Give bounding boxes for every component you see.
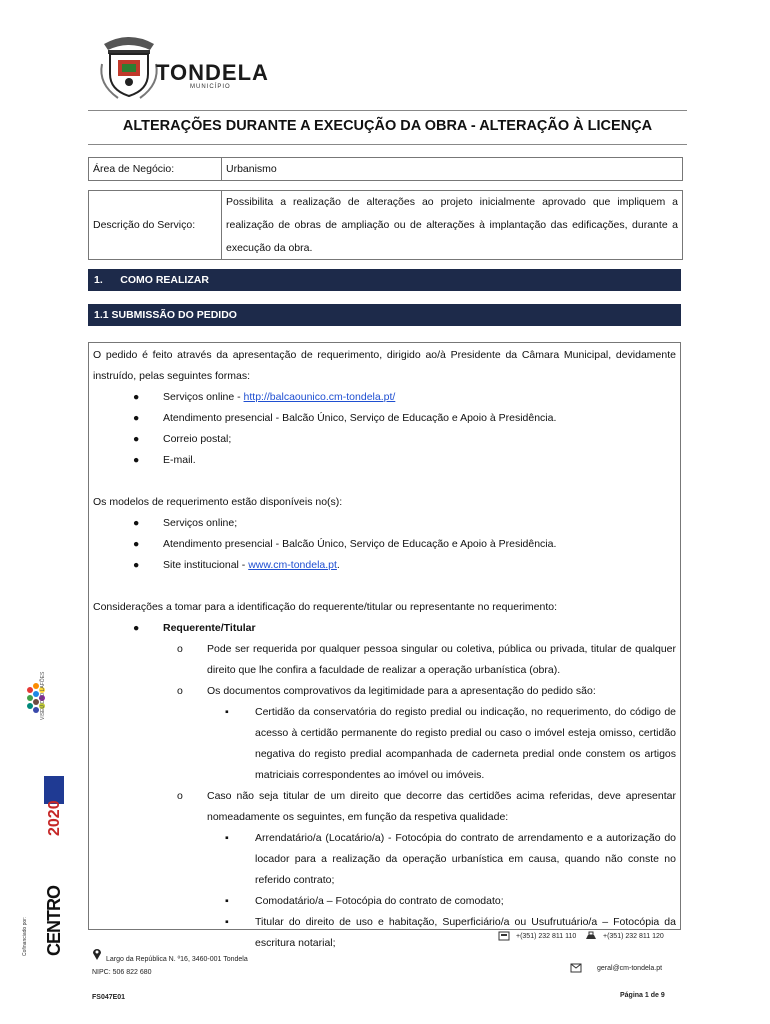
list-item-text: Titular do direito de uso e habitação, Superficiário/a ou Usufrutuário/a – Fotocópia da escritura notarial; xyxy=(255,916,676,949)
brand-subtitle: MUNICÍPIO xyxy=(190,84,231,90)
list-item xyxy=(93,408,676,429)
bullet-icon: ● xyxy=(133,559,140,571)
list-item xyxy=(93,681,676,702)
list-item-text: E-mail. xyxy=(163,454,196,466)
address: Largo da República N. º16, 3460-001 Tondela xyxy=(106,956,248,963)
bullet-icon: ● xyxy=(133,517,140,529)
bullet-icon: ● xyxy=(133,622,140,634)
list-item xyxy=(93,429,676,450)
square-bullet-icon: ▪ xyxy=(225,895,229,907)
form-code: FS047E01 xyxy=(92,994,126,1001)
square-bullet-icon: ▪ xyxy=(225,706,229,718)
phone-number: +(351) 232 811 110 xyxy=(516,933,577,940)
list-item-text: Serviços online - xyxy=(163,391,244,403)
title-divider xyxy=(88,144,687,145)
list-item-heading: Requerente/Titular xyxy=(163,622,256,634)
fax-number: +(351) 232 811 120 xyxy=(603,933,664,940)
section-title: 1. COMO REALIZAR xyxy=(94,274,209,286)
email-address[interactable]: geral@cm-tondela.pt xyxy=(597,965,663,972)
circle-bullet-icon: o xyxy=(177,685,183,697)
list-item-text: Comodatário/a – Fotocópia do contrato de comodato; xyxy=(255,895,504,907)
list-item xyxy=(93,450,676,471)
list-item-text: Os documentos comprovativos da legitimidade para a apresentação do pedido são: xyxy=(207,685,596,697)
bullet-icon: ● xyxy=(133,454,140,466)
business-area-label: Área de Negócio: xyxy=(89,158,222,180)
list-item-text: Pode ser requerida por qualquer pessoa singular ou coletiva, pública ou privada, titular de qualquer direito que lhe confira a faculdade de realizar a operação urbanística (obra). xyxy=(207,643,676,676)
location-pin-icon xyxy=(92,947,102,961)
portugal-2020-logo: 2020 xyxy=(46,800,63,836)
document-title: ALTERAÇÕES DURANTE A EXECUÇÃO DA OBRA - ALTERAÇÃO À LICENÇA xyxy=(122,118,653,134)
circle-bullet-icon: o xyxy=(177,790,183,802)
business-area-row xyxy=(88,157,683,181)
phone-icon xyxy=(498,931,510,941)
section-submissao-pedido xyxy=(88,304,681,326)
service-description-label: Descrição do Serviço: xyxy=(89,191,222,259)
bullet-icon: ● xyxy=(133,412,140,424)
list-item-text: Site institucional - xyxy=(163,559,249,571)
fax-icon xyxy=(585,931,597,941)
bullet-icon: ● xyxy=(133,538,140,550)
bullet-icon: ● xyxy=(133,433,140,445)
list-item xyxy=(93,555,676,576)
tondela-crest-icon xyxy=(98,34,160,100)
page-number: Página 1 de 9 xyxy=(620,992,665,999)
service-description-value: Possibilita a realização de alterações ao projeto inicialmente aprovado que impliquem a realização de obras de ampliação ou de alterações à implantação das edificações, durante a execução da obra. xyxy=(226,195,678,254)
models-paragraph: Os modelos de requerimento estão disponíveis no(s): xyxy=(93,496,343,508)
list-item xyxy=(93,387,676,408)
intro-paragraph: O pedido é feito através da apresentação de requerimento, dirigido ao/à Presidente da Câmara Municipal, devidamente instruído, pelas seguintes formas: xyxy=(93,349,676,382)
centro-2020-logo: CENTRO xyxy=(44,886,64,956)
nipc: NIPC: 506 822 680 xyxy=(92,969,152,976)
list-item xyxy=(93,891,676,912)
list-item-text: Certidão da conservatória do registo predial ou indicação, no requerimento, do código de acesso à certidão permanente do registo predial ou caso o imóvel esteja omisso, certidão negativa do registo predial acompanhada de caderneta predial onde constem os artigos matriciais correspondentes ao imóvel ou imóveis. xyxy=(255,706,676,781)
list-item-text: Serviços online; xyxy=(163,517,238,529)
list-item xyxy=(93,534,676,555)
circle-bullet-icon: o xyxy=(177,643,183,655)
consideracoes-paragraph: Considerações a tomar para a identificação do requerente/titular ou representante no requerimento: xyxy=(93,601,558,613)
brand-name: TONDELA xyxy=(156,60,269,85)
list-item xyxy=(93,618,676,639)
viseu-dao-lafoes-text: VISEU DÃO LAFÕES xyxy=(40,671,46,720)
bullet-icon: ● xyxy=(133,391,140,403)
viseu-dao-lafoes-logo-icon xyxy=(22,680,70,724)
list-item xyxy=(93,828,676,891)
list-item-suffix: . xyxy=(336,559,340,571)
list-item-text: Arrendatário/a (Locatário/a) - Fotocópia do contrato de arrendamento e a autorização do locador para a realização da operação urbanística em causa, quando não conste no referido contrato; xyxy=(255,832,676,886)
site-institucional-link[interactable]: www.cm-tondela.pt xyxy=(248,559,337,571)
email-icon xyxy=(570,962,582,973)
square-bullet-icon: ▪ xyxy=(225,916,229,928)
list-item-text: Caso não seja titular de um direito que decorre das certidões acima referidas, deve apresentar nomeadamente os seguintes, em função da respetiva qualidade: xyxy=(207,790,676,823)
list-item-text: Atendimento presencial - Balcão Único, Serviço de Educação e Apoio à Presidência. xyxy=(163,412,557,424)
square-bullet-icon: ▪ xyxy=(225,832,229,844)
business-area-value: Urbanismo xyxy=(226,162,277,175)
list-item-text: Atendimento presencial - Balcão Único, Serviço de Educação e Apoio à Presidência. xyxy=(163,538,557,550)
list-item-text: Correio postal; xyxy=(163,433,232,445)
service-description-row xyxy=(88,190,683,260)
funding-logos xyxy=(22,671,72,960)
municipality-logo xyxy=(98,34,268,100)
cofinanciado-label: Cofinanciado por: xyxy=(22,916,28,956)
list-item xyxy=(93,702,676,786)
section-title: 1.1 SUBMISSÃO DO PEDIDO xyxy=(94,309,237,321)
section-como-realizar xyxy=(88,269,681,291)
list-item xyxy=(93,639,676,681)
list-item xyxy=(93,513,676,534)
header-divider xyxy=(88,110,687,111)
balcao-unico-link[interactable]: http://balcaounico.cm-tondela.pt/ xyxy=(243,391,396,403)
list-item xyxy=(93,786,676,828)
